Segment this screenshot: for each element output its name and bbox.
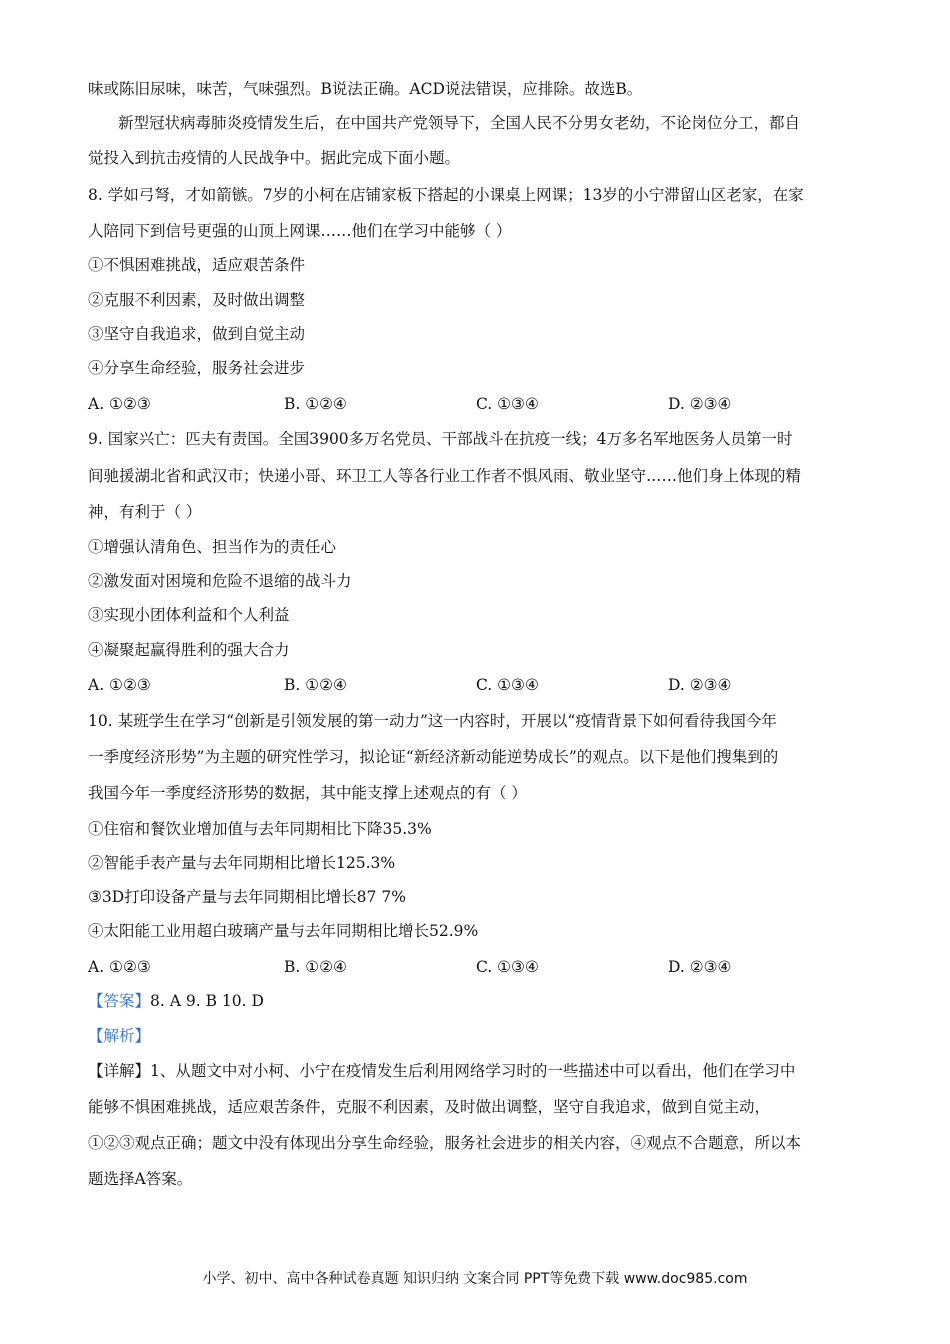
- statement-item: ②激发面对困境和危险不退缩的战斗力: [88, 572, 352, 590]
- option-d: D. ②③④: [668, 676, 732, 694]
- question-10-stem: 我国今年一季度经济形势的数据，其中能支撑上述观点的有（ ）: [88, 784, 527, 802]
- text-line: 觉投入到抗击疫情的人民战争中。据此完成下面小题。: [88, 149, 461, 167]
- option-a: A. ①②③: [88, 676, 151, 694]
- answer-text: 8. A 9. B 10. D: [150, 992, 264, 1010]
- analysis-tag: 【解析】: [88, 1027, 151, 1045]
- option-b: B. ①②④: [284, 958, 347, 976]
- option-d: D. ②③④: [668, 395, 732, 413]
- option-d: D. ②③④: [668, 958, 732, 976]
- text-line: ①②③观点正确；题文中没有体现出分享生命经验，服务社会进步的相关内容，④观点不合题意，所以本: [88, 1134, 802, 1152]
- question-8-stem: 8. 学如弓弩，才如箭镞。7岁的小柯在店铺家板下搭起的小课桌上网课；13岁的小宁滞留山区老家，在家: [88, 186, 804, 204]
- statement-item: ①不惧困难挑战，适应艰苦条件: [88, 256, 306, 274]
- option-a: A. ①②③: [88, 958, 151, 976]
- statement-item: ②智能手表产量与去年同期相比增长125.3%: [88, 854, 396, 872]
- answer-line: [88, 990, 870, 1012]
- text-line: 能够不惧困难挑战，适应艰苦条件，克服不利因素，及时做出调整，坚守自我追求，做到自觉主动，: [88, 1098, 771, 1116]
- analysis-line: [88, 1025, 870, 1047]
- question-9-stem: 神，有利于（ ）: [88, 503, 202, 521]
- statement-item: ③坚守自我追求，做到自觉主动: [88, 325, 306, 343]
- question-8-stem: 人陪同下到信号更强的山顶上网课……他们在学习中能够（ ）: [88, 222, 512, 240]
- option-c: C. ①③④: [476, 395, 539, 413]
- page-footer: 小学、初中、高中各种试卷真题 知识归纳 文案合同 PPT等免费下载 www.doc985.com: [202, 1271, 748, 1287]
- detail-line: [88, 1060, 870, 1082]
- option-c: C. ①③④: [476, 958, 539, 976]
- answer-tag: 【答案】: [88, 992, 151, 1010]
- text-line: 题选择A答案。: [88, 1170, 193, 1188]
- option-a: A. ①②③: [88, 395, 151, 413]
- question-9-stem: 间驰援湖北省和武汉市；快递小哥、环卫工人等各行业工作者不惧风雨、敬业坚守……他们身上体现的精: [88, 467, 802, 485]
- option-b: B. ①②④: [284, 395, 347, 413]
- question-10-stem: 10. 某班学生在学习“创新是引领发展的第一动力”这一内容时，开展以“疫情背景下如何看待我国今年: [88, 712, 777, 730]
- question-9-stem: 9. 国家兴亡：匹夫有责国。全国3900多万名党员、干部战斗在抗疫一线；4万多名军地医务人员第一时: [88, 430, 793, 448]
- text-line: 新型冠状病毒肺炎疫情发生后，在中国共产党领导下，全国人民不分男女老幼，不论岗位分工，都自: [118, 114, 801, 132]
- statement-item: ④分享生命经验，服务社会进步: [88, 359, 306, 377]
- statement-item: ①增强认清角色、担当作为的责任心: [88, 538, 337, 556]
- detail-text: 1、从题文中对小柯、小宁在疫情发生后利用网络学习时的一些描述中可以看出，他们在学习中: [150, 1062, 796, 1080]
- statement-item: ②克服不利因素，及时做出调整: [88, 291, 306, 309]
- question-10-stem: 一季度经济形势”为主题的研究性学习，拟论证“新经济新动能逆势成长”的观点。以下是他们搜集到的: [88, 748, 779, 766]
- option-c: C. ①③④: [476, 676, 539, 694]
- statement-item: ③实现小团体利益和个人利益: [88, 606, 290, 624]
- option-b: B. ①②④: [284, 676, 347, 694]
- detail-tag: 【详解】: [88, 1062, 151, 1080]
- statement-item: ④太阳能工业用超白玻璃产量与去年同期相比增长52.9%: [88, 922, 479, 940]
- statement-item: ③3D打印设备产量与去年同期相比增长87 7%: [88, 888, 406, 906]
- text-line: 味或陈旧尿味，味苦，气味强烈。B说法正确。ACD说法错误，应排除。故选B。: [88, 80, 643, 98]
- statement-item: ④凝聚起赢得胜利的强大合力: [88, 641, 290, 659]
- statement-item: ①住宿和餐饮业增加值与去年同期相比下降35.3%: [88, 820, 432, 838]
